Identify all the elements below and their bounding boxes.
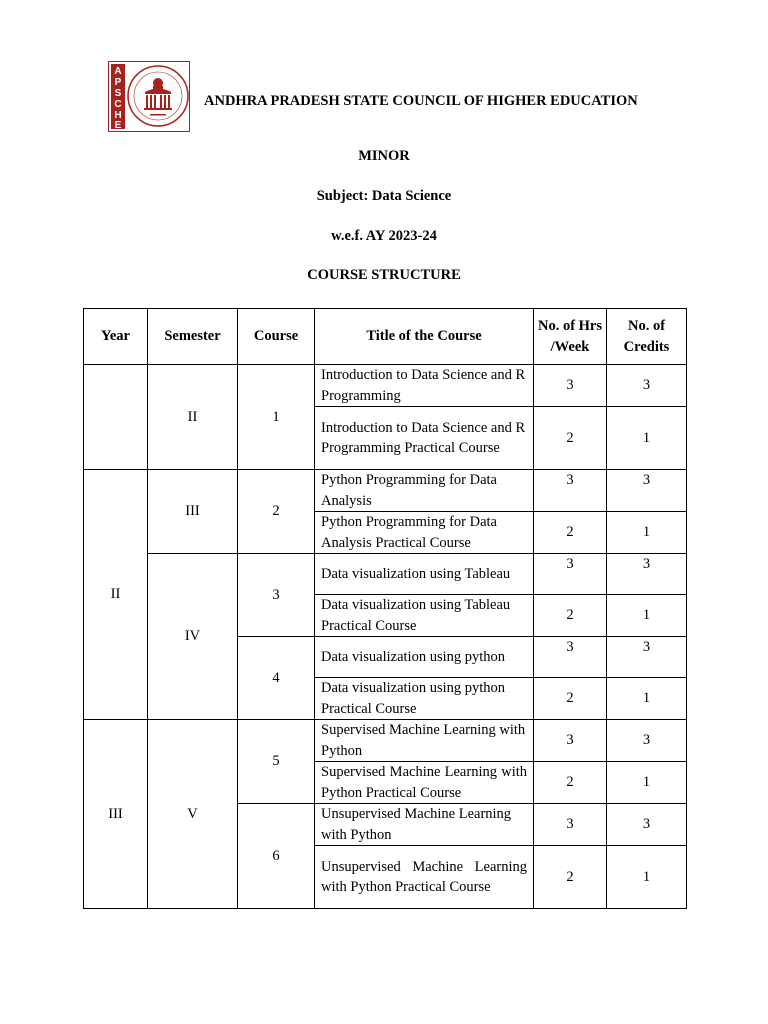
wef-heading: w.e.f. AY 2023-24 — [331, 228, 437, 244]
credits-cell: 1 — [607, 678, 687, 720]
minor-heading: MINOR — [358, 148, 410, 164]
table-header-row — [84, 309, 687, 365]
svg-text:S: S — [114, 88, 122, 99]
column-header-course: Course — [238, 309, 315, 365]
svg-text:H: H — [114, 110, 122, 121]
course-title-cell: Supervised Machine Learning with Python Practical Course — [315, 762, 534, 804]
credits-cell: 3 — [607, 365, 687, 407]
hrs-cell: 3 — [534, 720, 607, 762]
course-structure-table — [83, 308, 687, 909]
year-cell: II — [84, 470, 148, 720]
course-title-cell: Introduction to Data Science and R Programming Practical Course — [315, 407, 534, 470]
svg-text:E: E — [114, 120, 122, 131]
hrs-cell: 2 — [534, 762, 607, 804]
credits-cell: 3 — [607, 470, 687, 512]
course-structure-heading: COURSE STRUCTURE — [307, 267, 461, 283]
hrs-cell: 2 — [534, 678, 607, 720]
column-header-semester: Semester — [148, 309, 238, 365]
course-title-cell: Supervised Machine Learning with Python — [315, 720, 534, 762]
course-title-cell: Unsupervised Machine Learning with Python Practical Course — [315, 846, 534, 909]
credits-cell: 3 — [607, 637, 687, 678]
subject-heading: Subject: Data Science — [316, 188, 452, 204]
course-title-cell: Python Programming for Data Analysis Practical Course — [315, 512, 534, 554]
credits-cell: 1 — [607, 846, 687, 909]
course-title-cell: Data visualization using python Practical Course — [315, 678, 534, 720]
column-header-title: Title of the Course — [315, 309, 534, 365]
apsche-logo — [108, 61, 190, 132]
year-cell-empty — [84, 365, 148, 470]
course-title-cell: Data visualization using Tableau Practical Course — [315, 595, 534, 637]
course-number-cell: 3 — [238, 554, 315, 637]
credits-cell: 1 — [607, 762, 687, 804]
hrs-cell: 2 — [534, 846, 607, 909]
hrs-cell: 3 — [534, 637, 607, 678]
svg-text:A: A — [114, 66, 122, 77]
credits-cell: 1 — [607, 407, 687, 470]
semester-cell: IV — [148, 554, 238, 720]
course-number-cell: 5 — [238, 720, 315, 804]
table-row — [84, 365, 687, 407]
column-header-credits: No. of Credits — [607, 309, 687, 365]
credits-cell: 3 — [607, 804, 687, 846]
table-row — [84, 470, 687, 512]
hrs-cell: 3 — [534, 554, 607, 595]
course-title-cell: Unsupervised Machine Learning with Python — [315, 804, 534, 846]
course-number-cell: 2 — [238, 470, 315, 554]
semester-cell: II — [148, 365, 238, 470]
table-row — [84, 720, 687, 762]
hrs-cell: 2 — [534, 595, 607, 637]
credits-cell: 3 — [607, 554, 687, 595]
course-number-cell: 6 — [238, 804, 315, 909]
organization-title: ANDHRA PRADESH STATE COUNCIL OF HIGHER EDUCATION — [204, 93, 638, 109]
hrs-cell: 2 — [534, 512, 607, 554]
column-header-year: Year — [84, 309, 148, 365]
hrs-cell: 3 — [534, 365, 607, 407]
svg-text:C: C — [114, 99, 122, 110]
hrs-cell: 3 — [534, 470, 607, 512]
course-number-cell: 4 — [238, 637, 315, 720]
semester-cell: III — [148, 470, 238, 554]
semester-cell: V — [148, 720, 238, 909]
course-title-cell: Python Programming for Data Analysis — [315, 470, 534, 512]
credits-cell: 1 — [607, 512, 687, 554]
table-row — [84, 554, 687, 595]
course-title-cell: Data visualization using python — [315, 637, 534, 678]
hrs-cell: 3 — [534, 804, 607, 846]
course-title-cell: Data visualization using Tableau — [315, 554, 534, 595]
hrs-cell: 2 — [534, 407, 607, 470]
credits-cell: 1 — [607, 595, 687, 637]
year-cell: III — [84, 720, 148, 909]
course-title-cell: Introduction to Data Science and R Programming — [315, 365, 534, 407]
column-header-hrs-week: No. of Hrs /Week — [534, 309, 607, 365]
course-number-cell: 1 — [238, 365, 315, 470]
svg-text:P: P — [114, 77, 122, 88]
credits-cell: 3 — [607, 720, 687, 762]
